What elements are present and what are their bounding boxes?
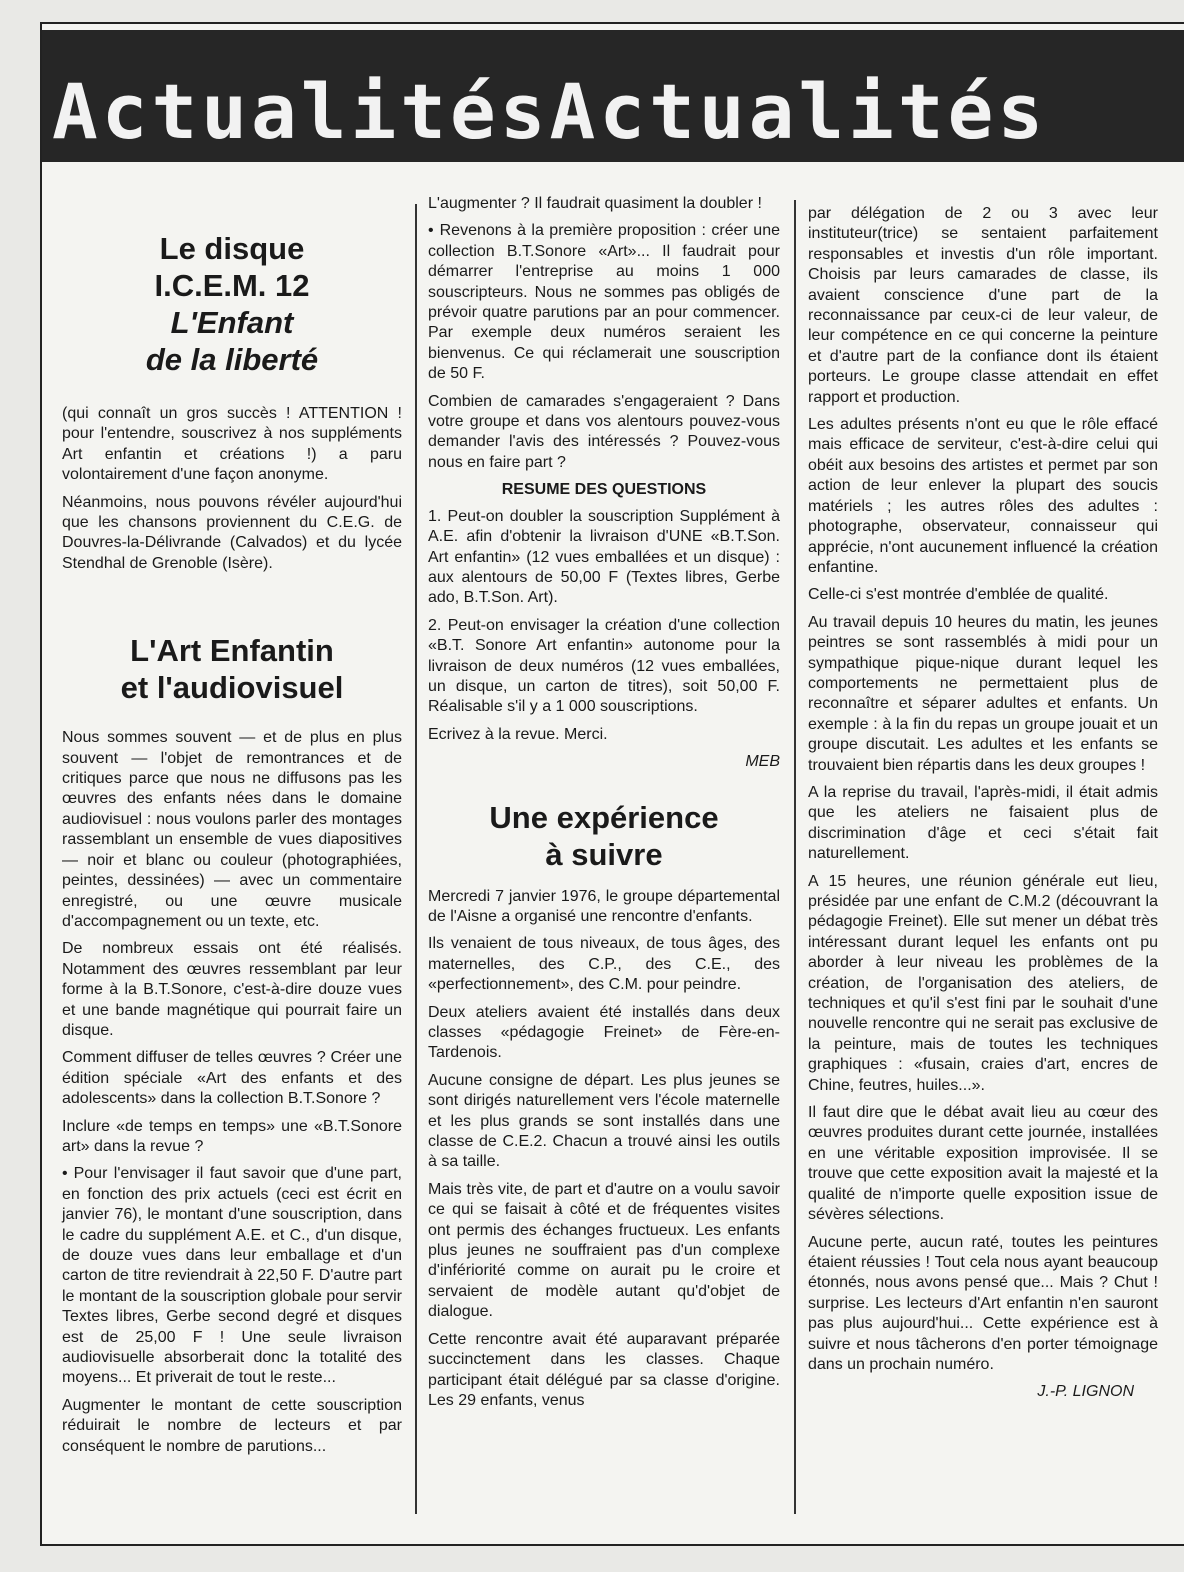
paragraph: (qui connaît un gros succès ! ATTENTION ! pour l'entendre, souscrivez à nos suppléments Art enfantin et créations !) a paru volontairement d'une façon anonyme. bbox=[62, 405, 402, 484]
paragraph: Il faut dire que le débat avait lieu au cœur des œuvres produites durant cette journée, installées en une véritable exposition improvisée. Il se trouve que cette exposition avait la majesté et la qualité de n'importe quelle exposition issue de sévères sélections. bbox=[808, 1104, 1158, 1224]
paragraph: Mais très vite, de part et d'autre on a voulu savoir ce qui se faisait à côté et de fréquentes visites ont permis des échanges fructueux. Les enfants plus jeunes ne souffraient pas d'un complexe d'infériorité comme on aurait pu le croire et servaient de modèle autant qu'd'objet de dialogue. bbox=[428, 1180, 780, 1321]
column-2 bbox=[428, 194, 780, 1534]
paragraph: Au travail depuis 10 heures du matin, les jeunes peintres se sont rassemblés à midi pour un sympathique pique-nique durant lequel les comportements ne permettaient plus de reconnaître et séparer adultes et enfants. Un exemple : à la fin du repas un groupe jouait et un groupe discutait. Les adultes et les enfants se trouvaient bien répartis dans les deux groupes ! bbox=[808, 613, 1158, 774]
paragraph: Combien de camarades s'engageraient ? Dans votre groupe et dans vos alentours pouvez-vous demander l'avis des intéressés ? Pouvez-vous nous en faire part ? bbox=[428, 392, 780, 471]
paragraph: A la reprise du travail, l'après-midi, il était admis que les ateliers ne faisaient plus de discrimination d'âge et ceci s'était fait naturellement. bbox=[808, 783, 1158, 863]
section-banner bbox=[42, 30, 1184, 162]
paragraph: Cette rencontre avait été auparavant préparée succinctement dans les classes. Chaque participant était délégué par sa classe d'origine. Les 29 enfants, venus bbox=[428, 1330, 780, 1409]
question-item: 1. Peut-on doubler la souscription Supplément à A.E. afin d'obtenir la livraison d'UNE «B.T.Son. Art enfantin» (12 vues emballées et un disque) : aux alentours de 50,00 F (Textes libres, Gerbe ado, B.T.Son. Art). bbox=[428, 507, 780, 607]
paragraph: Celle-ci s'est montrée d'emblée de qualité. bbox=[808, 586, 1109, 604]
paragraph: De nombreux essais ont été réalisés. Notamment des œuvres ressemblant par leur forme à la B.T.Sonore, c'est-à-dire douze vues et une bande magnétique qui pourrait faire un disque. bbox=[62, 940, 402, 1039]
magazine-page bbox=[40, 22, 1184, 1546]
paragraph: Aucune perte, aucun raté, toutes les peintures étaient réussies ! Tout cela nous ayant beaucoup étonnés, nous avons pensé que... Mais ? Chut ! surprise. Les lecteurs d'Art enfantin n'en sauront pas plus aujourd'hui... Cette expérience est à suivre et nous tâcherons d'en porter témoignage dans un prochain numéro. bbox=[808, 1233, 1158, 1373]
bullet-paragraph: • Revenons à la première proposition : créer une collection B.T.Sonore «Art»... Il faudrait pour démarrer l'entreprise au moins 1 000 souscripteurs. Nous ne sommes pas obligés de prévoir quatre parutions par an pour commencer. Par exemple deux numéros seraient les bienvenus. Ce qui réclamerait une souscription de 50 F. bbox=[428, 221, 780, 384]
paragraph: Inclure «de temps en temps» une «B.T.Sonore art» dans la revue ? bbox=[62, 1117, 402, 1155]
column-1 bbox=[62, 194, 402, 1534]
closing-line: Ecrivez à la revue. Merci. bbox=[428, 725, 608, 743]
paragraph: Aucune consigne de départ. Les plus jeunes se sont dirigés naturellement vers l'école maternelle et les plus grands se sont installés dans une classe de C.E.2. Chacun a trouvé ainsi les outils à sa taille. bbox=[428, 1071, 780, 1171]
column-3 bbox=[808, 204, 1158, 1534]
signature-meb: MEB bbox=[745, 753, 780, 771]
paragraph: Deux ateliers avaient été installés dans deux classes «pédagogie Freinet» de Fère-en-Tardenois. bbox=[428, 1003, 780, 1062]
paragraph: L'augmenter ? Il faudrait quasiment la doubler ! bbox=[428, 195, 762, 212]
paragraph: par délégation de 2 ou 3 avec leur instituteur(trice) se sentaient parfaitement responsables et investis d'un rôle important. Choisis par leurs camarades de classe, ils avaient conscience d'une part de la reconnaissance par ceux-ci de leur valeur, de leur compétence en ce qui concerne la peinture et d'autre part de la confiance dont ils étaient porteurs. Le groupe classe attendait en effet rapport et production. bbox=[808, 205, 1158, 406]
paragraph: Comment diffuser de telles œuvres ? Créer une édition spéciale «Art des enfants et des adolescents» dans la collection B.T.Sonore ? bbox=[62, 1049, 402, 1108]
article-title-experience: Une expérience à suivre bbox=[489, 799, 719, 872]
article-title-art-enfantin: L'Art Enfantin et l'audiovisuel bbox=[120, 633, 344, 706]
paragraph: Les adultes présents n'ont eu que le rôle effacé mais efficace de serviteur, c'est-à-dire celui qui obéit aux besoins des artistes et permet par son action de leur enlever la plupart des soucis matériels ; les autres rôles des adultes : photographe, observateur, connaisseur qui apprécie, n'ont aucunement influencé la création enfantine. bbox=[808, 416, 1158, 576]
paragraph: A 15 heures, une réunion générale eut lieu, présidée par une enfant de C.M.2 (découvrant la pédagogie Freinet). Elle sut mener un débat très intéressant durant lequel les enfants ont pu aborder à leur niveau les problèmes de la création, de l'organisation des ateliers, de techniques et qu'il s'est fini par le souhait d'une nouvelle rencontre qui ne serait pas exclusive de la peinture, mais de toutes les techniques graphiques : «fusain, craies d'art, encres de Chine, feutres, huiles...». bbox=[808, 872, 1158, 1094]
paragraph: Augmenter le montant de cette souscription réduirait le nombre de lecteurs et par conséquent le nombre de parutions... bbox=[62, 1396, 402, 1455]
summary-heading: RESUME DES QUESTIONS bbox=[501, 481, 707, 499]
signature-lignon: J.-P. LIGNON bbox=[1037, 1383, 1134, 1401]
paragraph: Nous sommes souvent — et de plus en plus souvent — l'objet de remontrances et de critiques parce que nous ne diffusons pas les œuvres des enfants nées dans le domaine audiovisuel : nous voulons parler des montages rassemblant un ensemble de vues diapositives — noir et blanc ou couleur (photographiées, peintes, dessinées) — avec un commentaire enregistré, ou une œuvre musicale d'accompagnement ou un texte, etc. bbox=[62, 729, 402, 930]
bullet-paragraph: • Pour l'envisager il faut savoir que d'une part, en fonction des prix actuels (ceci est écrit en janvier 76), le montant d'une souscription, dans le cadre du supplément A.E. et C., d'un disque, de douze vues dans leur emballage et d'un carton de titre reviendrait à 22,50 F. D'autre part le montant de la souscription globale pour servir Textes libres, Gerbe second degré et disques est de 25,00 F ! Une seule livraison audiovisuelle absorberait donc la totalité des moyens... Et priverait de tout le reste... bbox=[62, 1164, 402, 1388]
column-divider bbox=[415, 204, 417, 1514]
paragraph: Mercredi 7 janvier 1976, le groupe départemental de l'Aisne a organisé une rencontre d'enfants. bbox=[428, 887, 780, 925]
article-title-disque: Le disque I.C.E.M. 12 L'Enfant de la liberté bbox=[145, 231, 319, 377]
paragraph: Ils venaient de tous niveaux, de tous âges, des maternelles, des C.P., des C.E., des «perfectionnement», des C.M. pour peindre. bbox=[428, 935, 780, 994]
question-item: 2. Peut-on envisager la création d'une collection «B.T. Sonore Art enfantin» autonome pour la livraison de deux numéros (12 vues emballées, un disque, un carton de titres), soit 50,00 F. Réalisable s'il y a 1 000 souscriptions. bbox=[428, 616, 780, 716]
banner-title: ActualitésActualités bbox=[52, 67, 1048, 156]
paragraph: Néanmoins, nous pouvons révéler aujourd'hui que les chansons proviennent du C.E.G. de Douvres-la-Délivrande (Calvados) et du lycée Stendhal de Grenoble (Isère). bbox=[62, 493, 402, 572]
column-divider bbox=[794, 200, 796, 1514]
